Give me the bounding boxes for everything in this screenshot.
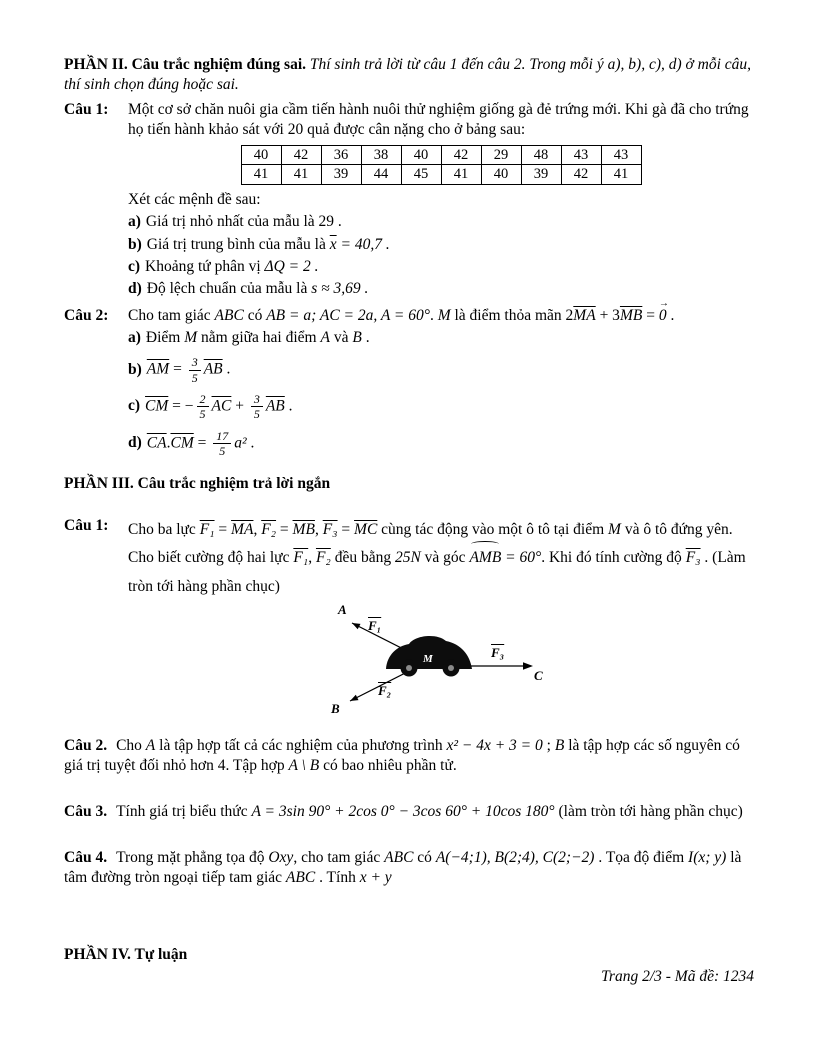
text-run: . xyxy=(222,360,231,378)
math-token: x² − 4x + 3 = 0 xyxy=(446,736,543,754)
math-token: AB = a; AC = 2a, A = 60° xyxy=(266,306,430,324)
text-run: và góc xyxy=(420,549,470,567)
math-token: A \ B xyxy=(288,756,320,774)
table-cell: 42 xyxy=(561,165,601,185)
table-row xyxy=(241,165,641,185)
math-token: + xyxy=(231,397,248,415)
part2-question-1 xyxy=(64,100,754,301)
text-run: Tính giá trị biểu thức xyxy=(116,803,252,821)
fraction xyxy=(189,355,201,385)
math-token: x + y xyxy=(359,869,392,887)
statement-label: b) xyxy=(128,235,142,253)
fraction xyxy=(197,392,209,422)
force-f1: F₁ xyxy=(199,520,215,538)
fraction-denominator: 5 xyxy=(253,407,260,422)
statement-label: b) xyxy=(128,360,142,378)
table-cell: 45 xyxy=(401,165,441,185)
vector-MC: $\overline{MC}$ xyxy=(354,520,378,538)
text-run: , xyxy=(308,549,316,567)
statement-label: a) xyxy=(128,329,141,347)
table-cell: 41 xyxy=(281,165,321,185)
vector-AC: $\overline{AC}$ xyxy=(211,397,232,415)
text-run: ; xyxy=(542,736,555,754)
force-f3-label: F₃ xyxy=(491,644,505,660)
question-text xyxy=(128,306,754,326)
text-run: . xyxy=(246,434,255,452)
vector-MA: $\overline{MA}$ xyxy=(573,306,596,324)
table-cell: 39 xyxy=(321,165,361,185)
table-cell: 48 xyxy=(521,145,561,165)
vector-AB: $\overline{AB}$ xyxy=(265,397,285,415)
table-cell: 42 xyxy=(441,145,481,165)
statement-label: c) xyxy=(128,397,141,415)
math-token: M xyxy=(608,520,621,538)
fraction-numerator: 17 xyxy=(213,429,231,444)
dot-operator: . xyxy=(166,434,171,452)
text-run: và xyxy=(329,329,353,347)
text-run: đều bằng xyxy=(330,549,395,567)
math-token: ABC xyxy=(384,849,414,867)
weights-table xyxy=(241,145,642,186)
math-token: A = 3sin 90° + 2cos 0° − 3cos 60° + 10cos 180° xyxy=(251,803,555,821)
statement-c xyxy=(128,257,754,277)
math-token: M xyxy=(437,306,451,324)
statement-d xyxy=(128,279,754,299)
point-m-label: M xyxy=(423,652,433,665)
part4-heading: PHẦN IV. Tự luận xyxy=(64,946,188,963)
force-f1: F₁ xyxy=(293,549,309,567)
question-text xyxy=(128,516,754,602)
statement-c xyxy=(128,392,754,422)
statement-text: Khoảng tứ phân vị xyxy=(145,257,265,275)
point-b-label: B xyxy=(331,700,340,716)
text-run: , xyxy=(314,520,323,538)
question-label: Câu 2. xyxy=(64,736,108,754)
fraction-numerator: 2 xyxy=(197,392,209,407)
part2-title: PHẦN II. Câu trắc nghiệm đúng sai. xyxy=(64,56,310,73)
text-run: là điểm thỏa mãn xyxy=(450,306,566,324)
table-cell: 42 xyxy=(281,145,321,165)
text-run: Cho xyxy=(116,736,146,754)
table-cell: 44 xyxy=(361,165,401,185)
math-token: = xyxy=(276,520,293,538)
text-run: là tập hợp các số nguyên có giá trị tuyệt đối nhỏ hơn 4. Tập hợp xyxy=(64,736,740,774)
vector-MA: $\overline{MA}$ xyxy=(231,520,254,538)
part2-heading xyxy=(64,55,754,95)
text-run: . Khi đó tính cường độ xyxy=(541,549,686,567)
question-body xyxy=(128,516,754,722)
table-cell: 38 xyxy=(361,145,401,165)
table-cell: 43 xyxy=(601,145,641,165)
point-a-label: A xyxy=(338,601,347,617)
text-run: là tâm đường tròn ngoại tiếp tam giác xyxy=(64,849,742,887)
statement-b xyxy=(128,355,754,385)
part3-question-2 xyxy=(64,736,754,776)
statement-text: Độ lệch chuẩn của mẫu là xyxy=(146,279,312,297)
part3-question-4 xyxy=(64,848,754,888)
force-f2: F₂ xyxy=(315,549,331,567)
math-token: B xyxy=(352,329,362,347)
force-f3: F₃ xyxy=(322,520,338,538)
vector-MB: $\overline{MB}$ xyxy=(619,306,643,324)
statement-d xyxy=(128,429,754,459)
text-run: có xyxy=(243,306,267,324)
mean-symbol: $\overline{x}$ xyxy=(329,235,337,253)
table-row xyxy=(241,145,641,165)
part3-heading: PHẦN III. Câu trắc nghiệm trả lời ngắn xyxy=(64,474,331,492)
vector-CM: $\overline{CM}$ xyxy=(170,434,194,452)
table-cell: 41 xyxy=(601,165,641,185)
math-token: a² xyxy=(234,434,247,452)
text-run: và ô tô đứng yên. Cho biết cường độ hai lực xyxy=(128,520,733,567)
point-c-label: C xyxy=(534,667,543,683)
math-token: ΔQ = 2 . xyxy=(264,257,319,275)
math-token: = xyxy=(337,520,355,538)
fraction-numerator: 3 xyxy=(251,392,263,407)
vector-AB: $\overline{AB}$ xyxy=(203,360,223,378)
math-token: Oxy xyxy=(268,849,294,867)
text-run: . xyxy=(284,397,293,415)
part2-question-2 xyxy=(64,306,754,466)
force-f2-label: F₂ xyxy=(378,682,392,698)
angle-AMB: AMB xyxy=(469,544,501,573)
fraction-denominator: 5 xyxy=(191,370,198,385)
math-token: ABC xyxy=(214,306,244,324)
fraction xyxy=(251,392,263,422)
table-cell: 36 xyxy=(321,145,361,165)
question-label: Câu 1: xyxy=(64,516,109,534)
text-run: cùng tác động vào một ô tô tại điểm xyxy=(377,520,609,538)
fraction-denominator: 5 xyxy=(219,444,226,459)
text-run: . Tính xyxy=(315,869,360,887)
math-token: B xyxy=(554,736,565,754)
math-token: A xyxy=(145,736,156,754)
text-run: . Tọa độ điểm xyxy=(594,849,689,867)
vector-CA: $\overline{CA}$ xyxy=(146,434,167,452)
text-run: . xyxy=(429,306,438,324)
statement-label: d) xyxy=(128,279,142,297)
text-run: . xyxy=(361,329,370,347)
table-cell: 39 xyxy=(521,165,561,185)
part2-subtitle: Thí sinh trả lời từ câu 1 đến câu 2. Trong mỗi ý a), b), c), d) ở mỗi câu, thí sinh chọn đúng hoặc sai. xyxy=(64,56,752,94)
vector-CM: $\overline{CM}$ xyxy=(145,397,169,415)
question-label: Câu 4. xyxy=(64,849,108,867)
text-run: Cho ba lực xyxy=(128,520,200,538)
text-run: Điểm xyxy=(145,329,185,347)
text-run: . (Làm tròn tới hàng phần chục) xyxy=(128,549,746,596)
force-diagram xyxy=(330,601,552,722)
text-run: (làm tròn tới hàng phần chục) xyxy=(554,803,743,821)
text-run: là tập hợp tất cả các nghiệm của phương trình xyxy=(155,736,447,754)
text-run: có bao nhiêu phần tử. xyxy=(319,756,457,774)
table-cell: 41 xyxy=(441,165,481,185)
math-token: I(x; y) xyxy=(688,849,727,867)
part3-question-1 xyxy=(64,516,754,722)
fraction xyxy=(213,429,231,459)
question-body xyxy=(128,100,754,301)
statement-text: Giá trị nhỏ nhất của mẫu là 29 . xyxy=(145,213,342,231)
math-token: 25N xyxy=(394,549,421,567)
text-run: . xyxy=(666,306,675,324)
text-run: Trong mặt phẳng tọa độ xyxy=(116,849,269,867)
page-footer: Trang 2/3 - Mã đề: 1234 xyxy=(601,968,754,985)
math-token: A(−4;1), B(2;4), C(2;−2) xyxy=(435,849,595,867)
statement-label: c) xyxy=(128,257,141,275)
table-cell: 40 xyxy=(401,145,441,165)
math-token: = xyxy=(193,434,211,452)
force-f3: F₃ xyxy=(685,549,701,567)
text-run: , xyxy=(253,520,262,538)
vector-MB: $\overline{MB}$ xyxy=(292,520,315,538)
math-token: A xyxy=(320,329,330,347)
vector-AM: $\overline{AM}$ xyxy=(146,360,170,378)
math-token: s ≈ 3,69 . xyxy=(311,279,369,297)
statement-label: a) xyxy=(128,213,141,231)
math-token: ABC xyxy=(285,869,316,887)
math-token: = − xyxy=(168,397,194,415)
math-token: = xyxy=(642,306,659,324)
statement-b xyxy=(128,235,754,255)
fraction-denominator: 5 xyxy=(199,407,206,422)
part3-question-3 xyxy=(64,802,754,822)
math-token: = xyxy=(214,520,232,538)
table-cell: 41 xyxy=(241,165,281,185)
question-label: Câu 3. xyxy=(64,803,108,821)
consider-text: Xét các mệnh đề sau: xyxy=(128,191,261,209)
statement-a xyxy=(128,328,754,348)
table-cell: 43 xyxy=(561,145,601,165)
table-cell: 29 xyxy=(481,145,521,165)
table-cell: 40 xyxy=(241,145,281,165)
text-run: nằm giữa hai điểm xyxy=(197,329,321,347)
table-cell: 40 xyxy=(481,165,521,185)
force-f1-label: F₁ xyxy=(368,617,382,633)
statement-a xyxy=(128,212,754,232)
math-token: M xyxy=(184,329,198,347)
force-f2: F₂ xyxy=(261,520,277,538)
question-text: Một cơ sở chăn nuôi gia cầm tiến hành nuôi thử nghiệm giống gà đẻ trứng mới. Khi gà đã cho trứng họ tiến hành khảo sát với 20 quả được cân nặng cho ở bảng sau: xyxy=(128,101,749,139)
question-label: Câu 2: xyxy=(64,306,109,324)
math-token: = xyxy=(169,360,186,378)
statement-label: d) xyxy=(128,434,142,452)
text-run: có xyxy=(413,849,436,867)
question-label: Câu 1: xyxy=(64,101,109,119)
math-token: = 60° xyxy=(501,549,542,567)
math-token: 2 xyxy=(565,306,574,324)
math-token: + 3 xyxy=(595,306,620,324)
text-run: , cho tam giác xyxy=(293,849,385,867)
fraction-numerator: 3 xyxy=(189,355,201,370)
text-run: Cho tam giác xyxy=(128,306,215,324)
math-token: = 40,7 . xyxy=(336,235,390,253)
zero-vector: → 0 xyxy=(659,306,667,326)
car-illustration xyxy=(330,608,552,722)
statement-text: Giá trị trung bình của mẫu là xyxy=(146,235,330,253)
question-body xyxy=(128,306,754,466)
